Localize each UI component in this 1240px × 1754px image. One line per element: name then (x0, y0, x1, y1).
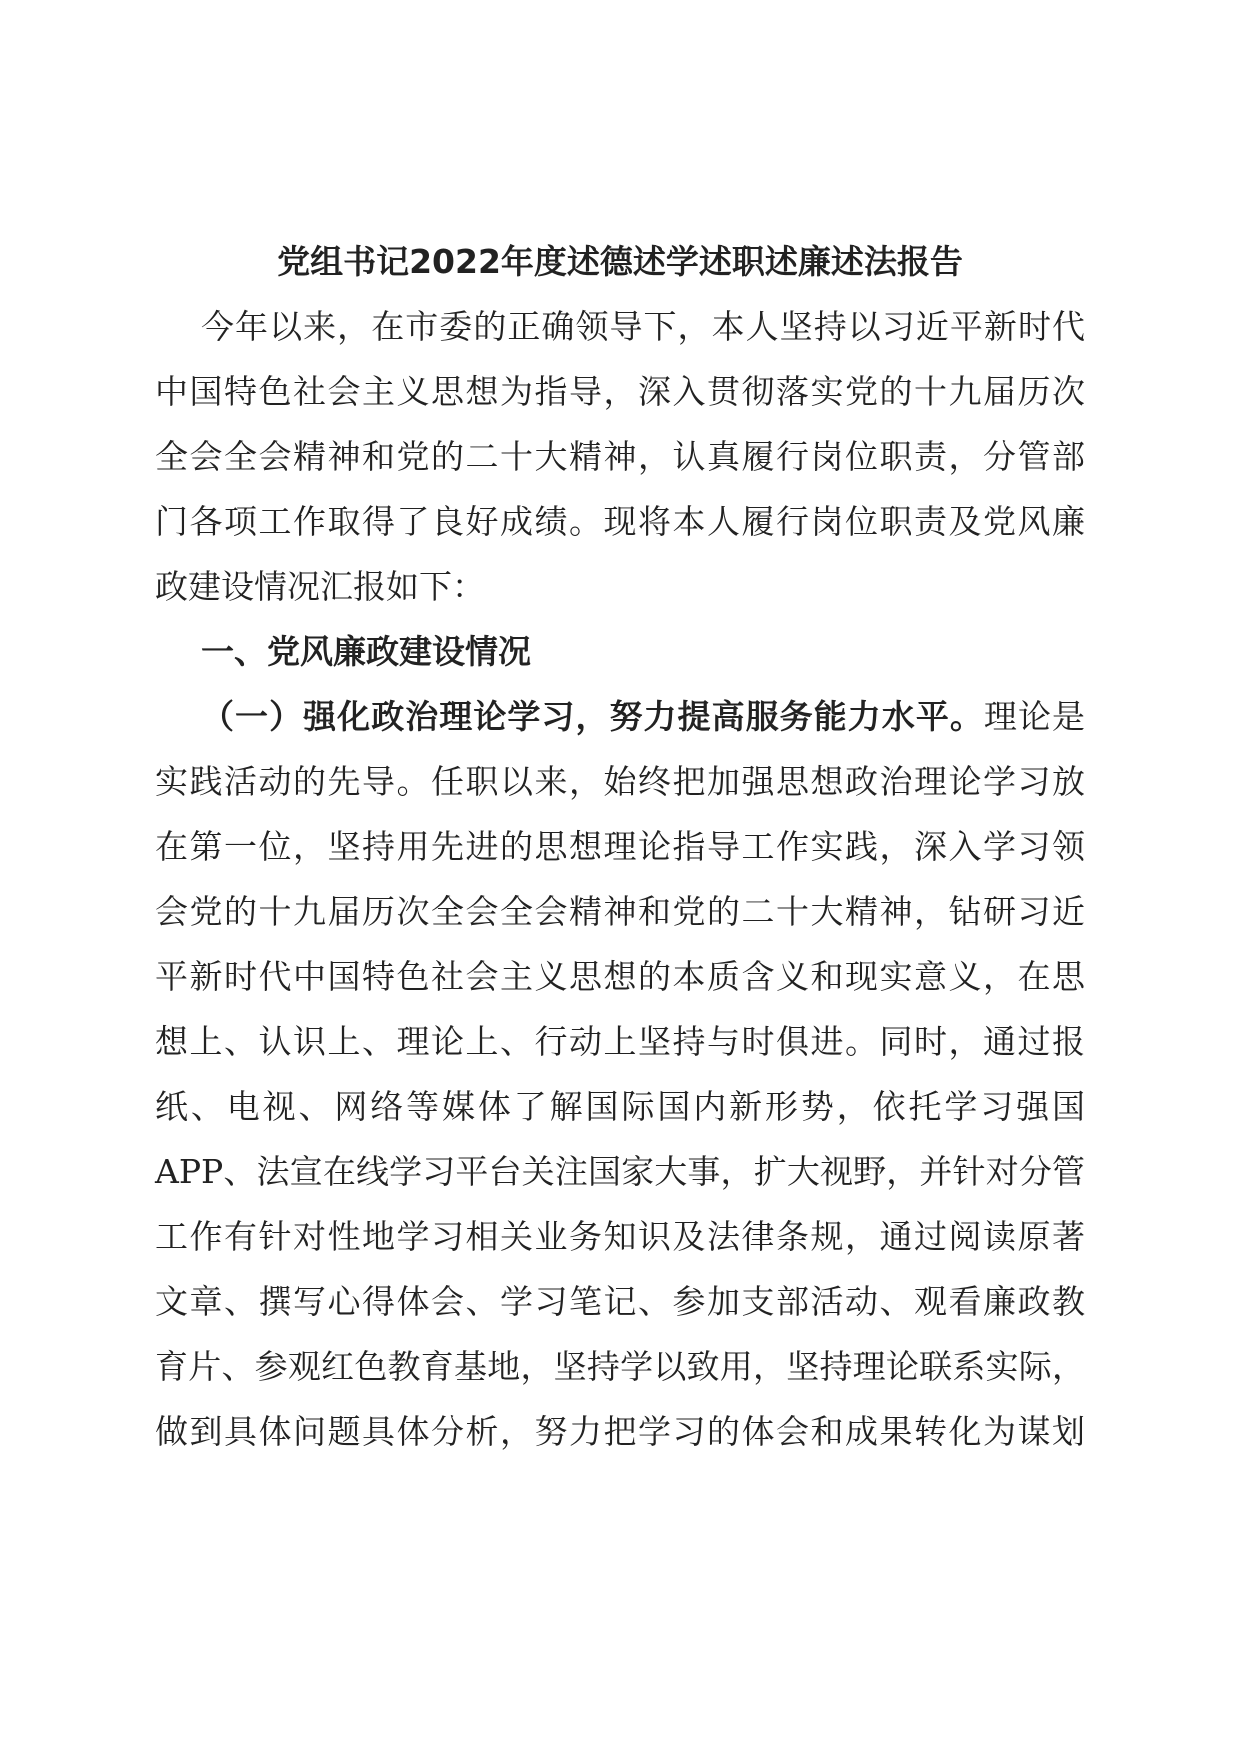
body-line: APP、法宣在线学习平台关注国家大事，扩大视野，并针对分管 (155, 1152, 1085, 1191)
section-1 (155, 619, 1085, 684)
intro-line: 政建设情况汇报如下： (155, 567, 485, 606)
intro-line: 门各项工作取得了良好成绩。现将本人履行岗位职责及党风廉 (155, 502, 1085, 541)
subsection-lead-text: 理论是 (983, 697, 1086, 736)
subsection-lead-line (155, 684, 1085, 749)
intro-line: 今年以来，在市委的正确领导下，本人坚持以习近平新时代 (201, 307, 1085, 346)
subsection-1-paragraph (155, 684, 1085, 1464)
section-heading: 一、党风廉政建设情况 (201, 632, 531, 671)
subsection-heading: （一）强化政治理论学习，努力提高服务能力水平。 (201, 697, 984, 736)
body-line: 做到具体问题具体分析，努力把学习的体会和成果转化为谋划 (155, 1412, 1085, 1451)
body-line: 在第一位，坚持用先进的思想理论指导工作实践，深入学习领 (155, 827, 1085, 866)
intro-line: 中国特色社会主义思想为指导，深入贯彻落实党的十九届历次 (155, 372, 1085, 411)
body-line: 实践活动的先导。任职以来，始终把加强思想政治理论学习放 (155, 762, 1085, 801)
body-line: 纸、电视、网络等媒体了解国际国内新形势，依托学习强国 (155, 1087, 1085, 1126)
document-title: 党组书记2022年度述德述学述职述廉述法报告 (277, 242, 963, 281)
document-body (155, 237, 1085, 1464)
body-line: 文章、撰写心得体会、学习笔记、参加支部活动、观看廉政教 (155, 1282, 1085, 1321)
intro-paragraph (155, 294, 1085, 619)
intro-line: 全会全会精神和党的二十大精神，认真履行岗位职责，分管部 (155, 437, 1085, 476)
body-line: 育片、参观红色教育基地，坚持学以致用，坚持理论联系实际， (155, 1347, 1085, 1386)
body-line: 工作有针对性地学习相关业务知识及法律条规，通过阅读原著 (155, 1217, 1085, 1256)
body-line: 平新时代中国特色社会主义思想的本质含义和现实意义，在思 (155, 957, 1085, 996)
body-line: 想上、认识上、理论上、行动上坚持与时俱进。同时，通过报 (155, 1022, 1085, 1061)
body-line: 会党的十九届历次全会全会精神和党的二十大精神，钻研习近 (155, 892, 1085, 931)
